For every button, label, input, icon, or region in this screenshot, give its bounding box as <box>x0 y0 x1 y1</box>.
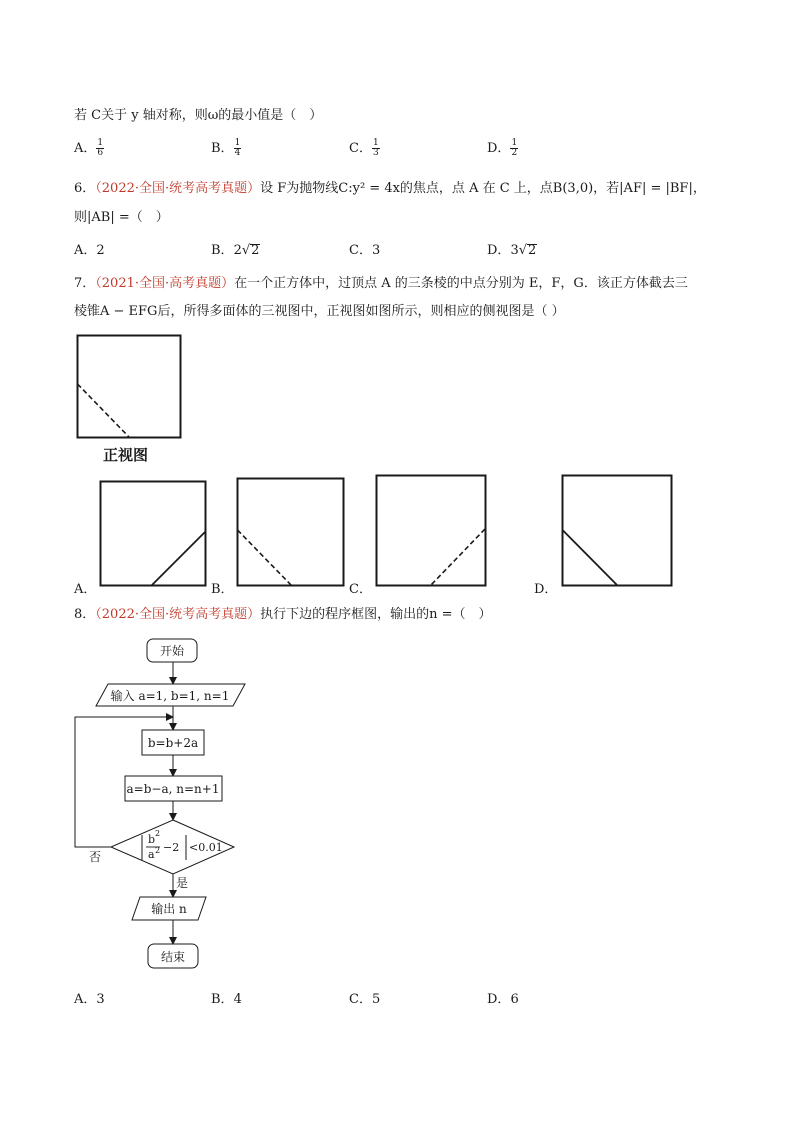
visible-edge <box>563 530 618 585</box>
option-letter: B． <box>211 243 234 258</box>
cond-num-exp: 2 <box>155 829 161 838</box>
flow-no-label: 否 <box>89 850 102 864</box>
q5-option-c <box>349 137 380 158</box>
q5-option-b <box>211 137 241 158</box>
numerator: 1 <box>234 138 241 148</box>
flow-start-text: 开始 <box>159 644 185 658</box>
hidden-edge <box>238 530 292 585</box>
option-letter: A． <box>74 141 97 156</box>
flow-input-text: 输入 a=1, b=1, n=1 <box>110 689 230 703</box>
option-letter: B． <box>211 141 234 156</box>
option-value: 3 <box>371 243 381 258</box>
q7-option-b-letter: B． <box>211 582 234 597</box>
cond-denominator: a <box>148 848 155 861</box>
q6-line2: 则|AB| =（ ） <box>74 210 169 225</box>
option-letter: D． <box>487 141 511 156</box>
question-text: 设 F为抛物线C:y² = 4x的焦点，点 A 在 C 上，点B(3,0)，若|AF| = |BF|， <box>260 181 706 196</box>
q7-option-d-figure <box>561 474 674 587</box>
q7-option-c-letter: C． <box>349 582 372 597</box>
coefficient: 3 <box>510 243 519 258</box>
option-letter: C． <box>349 243 372 258</box>
front-view-label: 正视图 <box>103 446 149 464</box>
option-value: 3 <box>96 992 105 1007</box>
q7-option-a-figure <box>99 480 208 587</box>
q8-option-d <box>487 988 519 1007</box>
question-number: 6． <box>74 181 96 196</box>
numerator: 1 <box>511 138 518 148</box>
option-value: 2 <box>96 243 105 258</box>
q7-line2: 棱锥A − EFG后，所得多面体的三视图中，正视图如图所示，则相应的侧视图是（ ） <box>74 304 565 319</box>
cube-square <box>101 482 206 586</box>
fraction <box>96 139 104 158</box>
numerator: 1 <box>372 138 379 148</box>
denominator: 3 <box>372 148 379 158</box>
option-value: 6 <box>510 992 519 1007</box>
option-value: 4 <box>233 992 242 1007</box>
radicand: 2 <box>251 243 260 258</box>
question-number: 7． <box>74 276 96 291</box>
flow-yes-label: 是 <box>176 876 189 890</box>
question-source: （2022·全国·统考高考真题） <box>95 181 261 196</box>
fraction <box>510 139 518 158</box>
q7-option-d-letter: D． <box>534 582 558 597</box>
flow-step1-text: b=b+2a <box>147 736 199 750</box>
denominator: 6 <box>97 148 104 158</box>
option-letter: A． <box>74 243 97 258</box>
option-letter: B． <box>211 992 234 1007</box>
visible-edge <box>152 532 205 585</box>
q8-line1 <box>74 603 492 622</box>
q5-option-a <box>74 137 104 158</box>
flow-output-text: 输出 n <box>151 902 187 916</box>
flow-end-text: 结束 <box>160 950 186 964</box>
question-text: 执行下边的程序框图，输出的n =（ ） <box>260 607 492 622</box>
cube-square <box>563 476 672 586</box>
cond-threshold: <0.01 <box>189 841 223 854</box>
q8-option-a <box>74 988 105 1007</box>
q8-option-c <box>349 988 380 1007</box>
q5-stem: 若 C关于 y 轴对称，则ω的最小值是（ ） <box>74 108 323 123</box>
option-letter: D． <box>487 992 511 1007</box>
cube-square <box>238 479 344 586</box>
option-letter: D． <box>487 243 511 258</box>
q6-option-a <box>74 239 105 258</box>
question-source: （2022·全国·统考高考真题） <box>95 607 261 622</box>
option-letter: C． <box>349 141 372 156</box>
front-view-figure <box>76 334 184 440</box>
flow-step2-text: a=b−a, n=n+1 <box>126 782 220 796</box>
cube-square <box>78 336 181 438</box>
cond-numerator: b <box>148 833 156 846</box>
denominator: 4 <box>234 148 241 158</box>
question-text: 在一个正方体中，过顶点 A 的三条棱的中点分别为 E，F，G．该正方体截去三 <box>234 276 688 291</box>
numerator: 1 <box>97 138 104 148</box>
cond-den-exp: 2 <box>155 846 161 855</box>
q8-option-b <box>211 988 242 1007</box>
radicand: 2 <box>528 243 537 258</box>
question-number: 8． <box>74 607 96 622</box>
q7-line1 <box>74 272 688 291</box>
flowchart <box>60 630 260 975</box>
cond-minus-two: −2 <box>163 841 180 854</box>
q7-option-a-letter: A． <box>74 582 97 597</box>
denominator: 2 <box>511 148 518 158</box>
q6-line1 <box>74 177 706 196</box>
q7-option-c-figure <box>375 474 488 587</box>
hidden-edge <box>431 529 485 585</box>
q6-option-c <box>349 239 380 258</box>
cube-square <box>377 476 486 586</box>
q7-option-b-figure <box>236 477 346 587</box>
hidden-edge <box>78 384 130 437</box>
option-value: 5 <box>371 992 381 1007</box>
question-source: （2021·全国·高考真题） <box>95 276 235 291</box>
option-letter: C． <box>349 992 372 1007</box>
fraction <box>234 139 242 158</box>
fraction <box>372 139 380 158</box>
coefficient: 2 <box>233 243 242 258</box>
q6-option-b: B．2√2 <box>211 243 260 258</box>
q6-option-d: D．3√2 <box>487 243 537 258</box>
option-letter: A． <box>74 992 97 1007</box>
q5-option-d <box>487 137 518 158</box>
